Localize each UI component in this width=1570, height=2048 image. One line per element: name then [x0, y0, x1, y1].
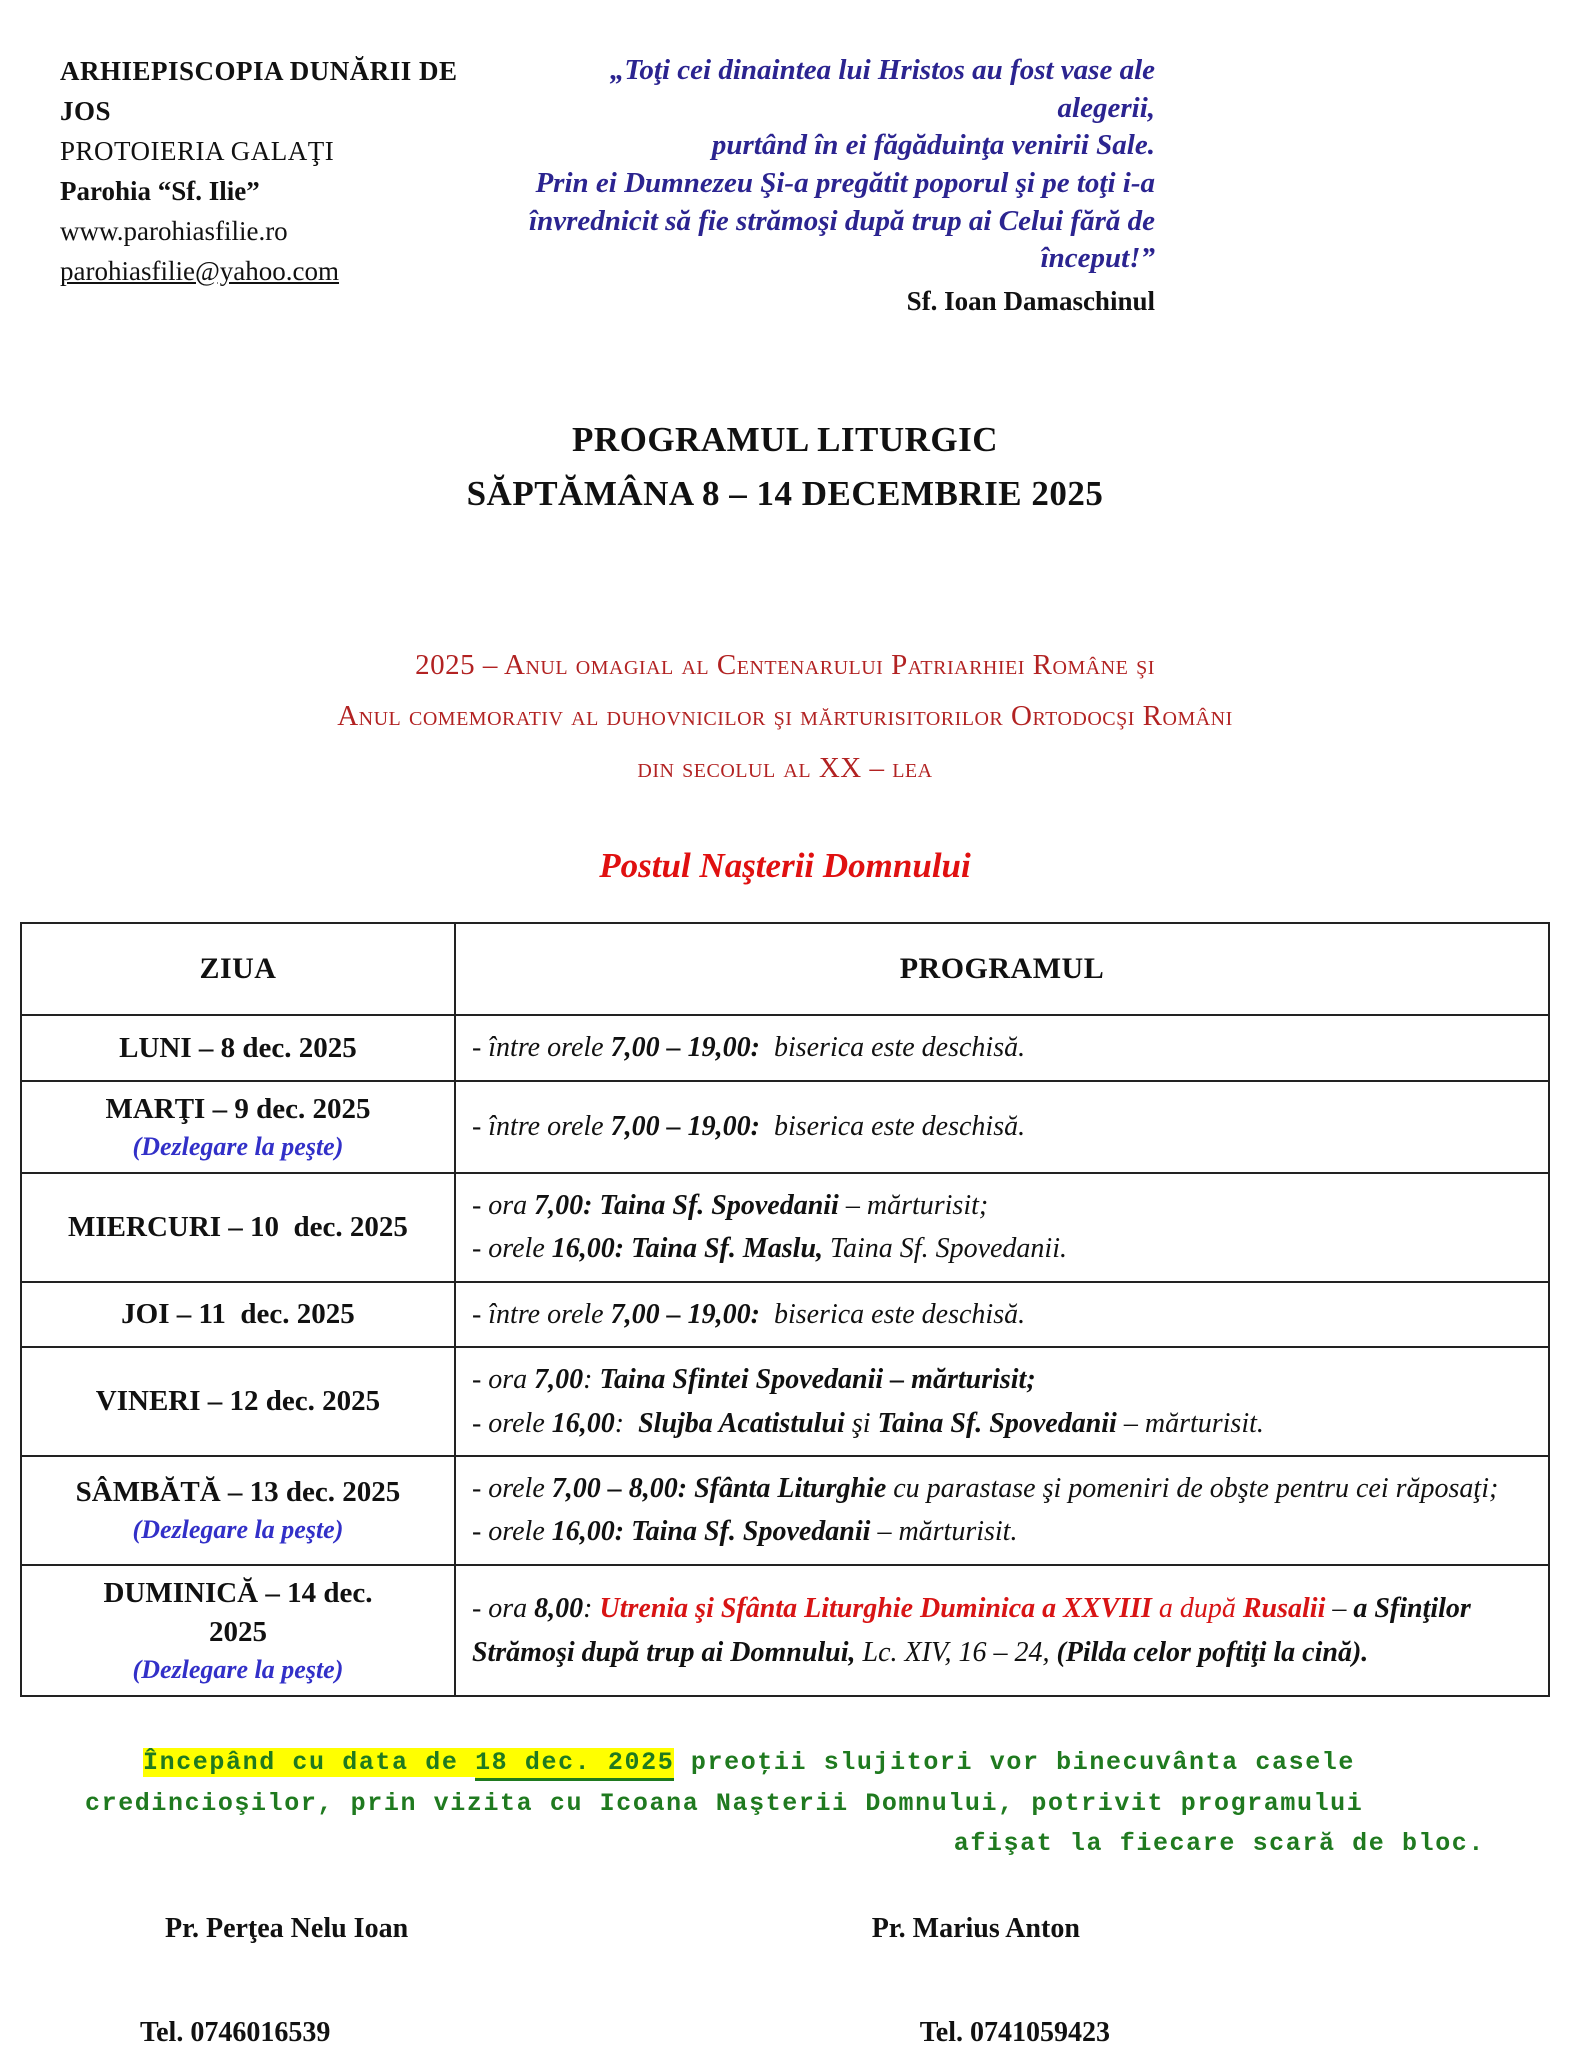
parish-name: Parohia “Sf. Ilie”	[60, 175, 260, 206]
day-cell: SÂMBĂTĂ – 13 dec. 2025 (Dezlegare la peşte)	[21, 1456, 455, 1565]
day-cell: MIERCURI – 10 dec. 2025	[21, 1173, 455, 1282]
quote-attribution: Sf. Ioan Damaschinul	[906, 286, 1155, 317]
program-cell: - între orele 7,00 – 19,00: biserica este deschisă.	[455, 1081, 1549, 1173]
priest-name-left: Pr. Perţea Nelu Ioan	[165, 1912, 409, 1944]
schedule-row	[21, 1347, 1549, 1456]
table-header-row	[21, 923, 1549, 1015]
day-cell: DUMINICĂ – 14 dec. 2025 (Dezlegare la peşte)	[21, 1565, 455, 1696]
year-dedication: 2025 – Anul omagial al Centenarului Patriarhiei Române şi Anul comemorativ al duhovnicilor şi mărturisitorilor Ortodocşi Români din secolul al XX – lea	[337, 648, 1233, 784]
priest-name-right: Pr. Marius Anton	[871, 1912, 1080, 1944]
schedule-row	[21, 1081, 1549, 1173]
day-cell: LUNI – 8 dec. 2025	[21, 1015, 455, 1080]
deanery-name: PROTOIERIA GALAŢI	[60, 135, 335, 166]
schedule-row	[21, 1282, 1549, 1347]
archdiocese-name: ARHIEPISCOPIA DUNĂRII DE JOS	[60, 56, 458, 126]
footer-right-column	[872, 1913, 1110, 2048]
program-cell: - orele 7,00 – 8,00: Sfânta Liturghie cu parastase şi pomeniri de obşte pentru cei răposaţi; - orele 16,00: Taina Sf. Spovedanii – mărturisit.	[455, 1456, 1549, 1565]
page-title	[0, 413, 1570, 522]
page-footer	[0, 1865, 1570, 2048]
program-cell: - între orele 7,00 – 19,00: biserica este deschisă.	[455, 1282, 1549, 1347]
day-cell: MARŢI – 9 dec. 2025 (Dezlegare la peşte)	[21, 1081, 455, 1173]
schedule-row	[21, 1456, 1549, 1565]
program-cell: - ora 7,00: Taina Sfintei Spovedanii – mărturisit; - orele 16,00: Slujba Acatistului şi Taina Sf. Spovedanii – mărturisit.	[455, 1347, 1549, 1456]
day-cell: JOI – 11 dec. 2025	[21, 1282, 455, 1347]
priest-phone-left: Tel. 0746016539	[140, 2016, 331, 2048]
program-cell: - ora 8,00: Utrenia şi Sfânta Liturghie Duminica a XXVIII a după Rusalii – a Sfinţilor Strămoşi după trup ai Domnului, Lc. XIV, 16 – 24, (Pilda celor poftiţi la cină).	[455, 1565, 1549, 1696]
footer-left-column	[140, 1913, 408, 2048]
schedule-table-body	[21, 1015, 1549, 1696]
schedule-row	[21, 1173, 1549, 1282]
program-cell: - între orele 7,00 – 19,00: biserica este deschisă.	[455, 1015, 1549, 1080]
title-line-1: PROGRAMUL LITURGIC	[571, 420, 999, 460]
schedule-table	[20, 922, 1550, 1697]
scripture-quote: „Toţi cei dinaintea lui Hristos au fost vase ale alegerii, purtând în ei făgăduinţa venirii Sale. Prin ei Dumnezeu Şi-a pregătit poporul şi pe toţi i-a învrednicit să fie strămoşi după trup ai Celui fără de început!”	[529, 54, 1163, 275]
program-cell: - ora 7,00: Taina Sf. Spovedanii – mărturisit; - orele 16,00: Taina Sf. Maslu, Taina Sf. Spovedanii.	[455, 1173, 1549, 1282]
page-header	[0, 0, 1570, 317]
season-title: Postul Naşterii Domnului	[599, 846, 971, 886]
column-header-program: PROGRAMUL	[455, 923, 1549, 1015]
priest-phone-right: Tel. 0741059423	[919, 2016, 1110, 2048]
title-line-2: SĂPTĂMÂNA 8 – 14 DECEMBRIE 2025	[466, 474, 1104, 514]
schedule-row	[21, 1015, 1549, 1080]
organization-block	[60, 52, 515, 317]
column-header-day: ZIUA	[21, 923, 455, 1015]
schedule-row	[21, 1565, 1549, 1696]
house-blessing-announcement: Începând cu data de 18 dec. 2025 preoţii slujitori vor binecuvânta casele credincioşilor, prin vizita cu Icoana Naşterii Domnului, potrivit programului afişat la fiecare scară de bloc.	[85, 1748, 1485, 1859]
parish-email: parohiasfilie@yahoo.com	[60, 255, 340, 286]
quote-block	[510, 52, 1163, 317]
parish-website: www.parohiasfilie.ro	[60, 215, 288, 246]
day-cell: VINERI – 12 dec. 2025	[21, 1347, 455, 1456]
